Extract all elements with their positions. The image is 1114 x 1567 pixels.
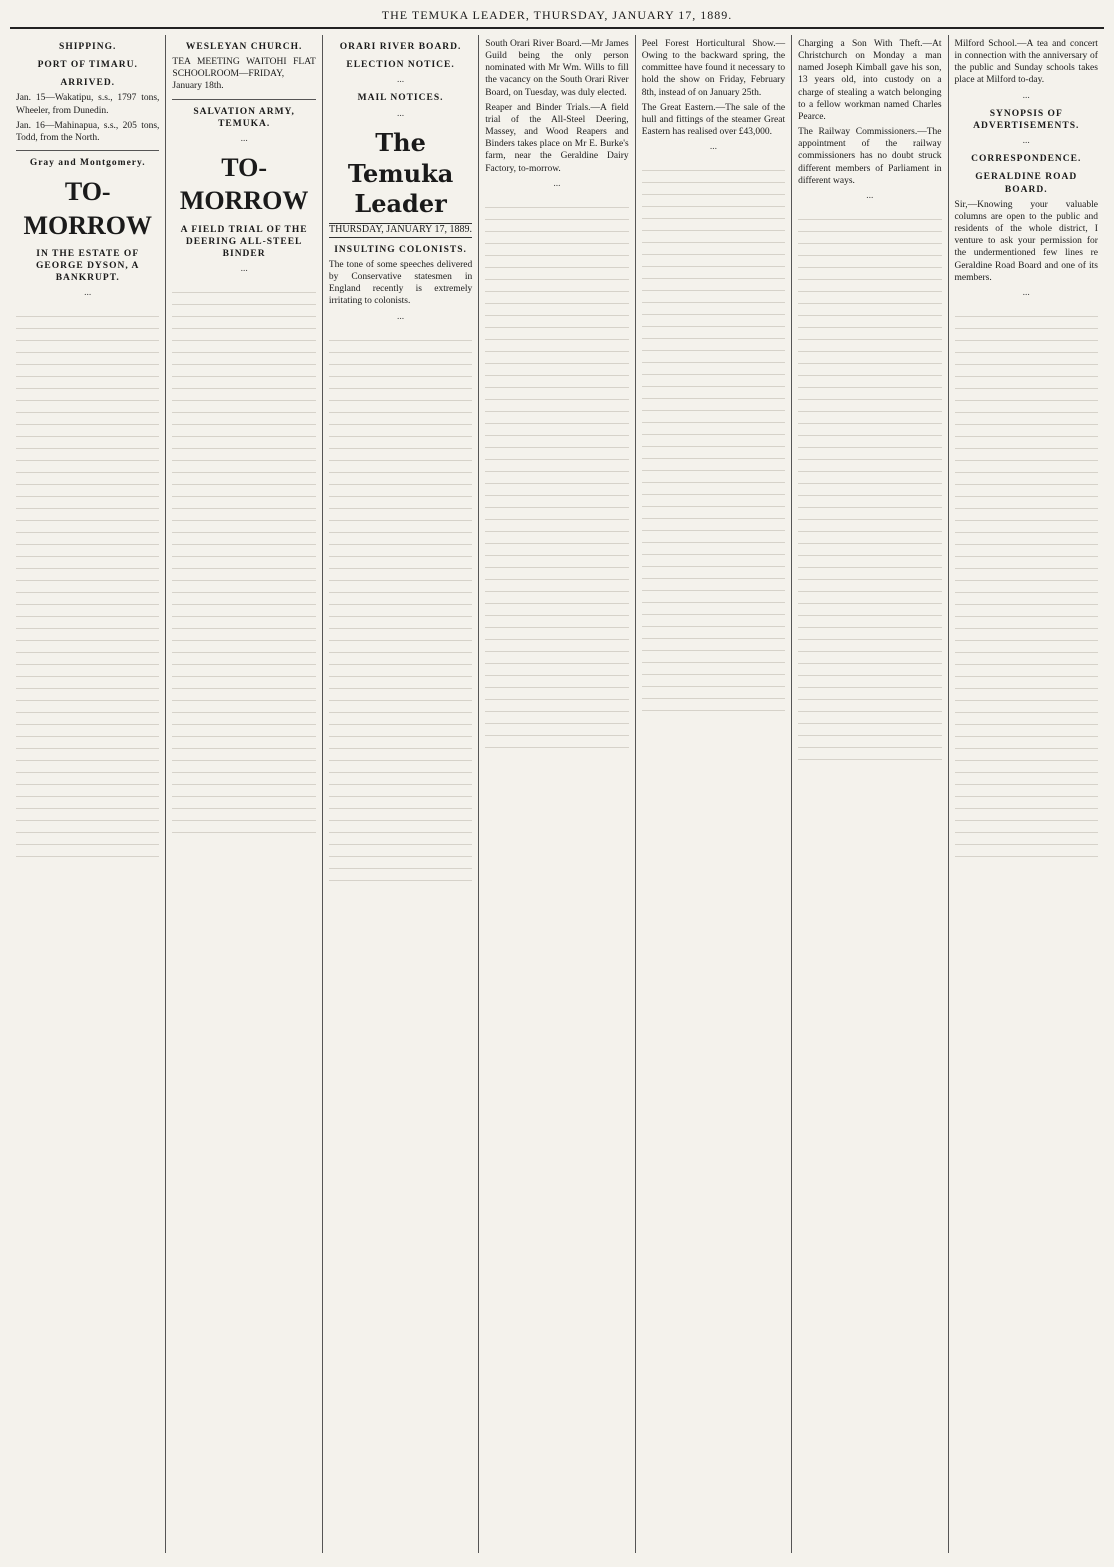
news-item: The Railway Commissioners.—The appointment of the railway commissioners has no doubt struck different members of Parliament in different ways. [798, 127, 942, 186]
heading-synopsis: SYNOPSIS OF ADVERTISEMENTS. [973, 108, 1080, 131]
news-item: The Great Eastern.—The sale of the hull and fittings of the steamer Great Eastern has realised over £43,000. [641, 102, 786, 138]
issue-date: THURSDAY, JANUARY 17, 1889. [329, 223, 472, 238]
advert-tomorrow: TO-MORROW [179, 153, 309, 216]
heading-church: WESLEYAN CHURCH. [185, 42, 303, 52]
advert-firm: Gray and Montgomery. [29, 158, 146, 169]
heading-army: SALVATION ARMY, TEMUKA. [193, 106, 295, 129]
news-item: Reaper and Binder Trials.—A field trial of the All-Steel Deering, Massey, and Wood Reapers and Binders takes place on Mr E. Burke's farm, near the Geraldine Dairy Factory, to-morrow. [485, 102, 629, 174]
column-3: ORARI RIVER BOARD. ELECTION NOTICE. ... MAIL NOTICES. ... The Temuka Leader THURSDAY, JANUARY 17, 1889. INSULTING COLONISTS. The tone of some speeches delivered by Conservative statesmen in England recently is extremely irritating to colonists. ... [323, 35, 479, 1553]
column-2: WESLEYAN CHURCH. TEA MEETING WAITOHI FLAT SCHOOLROOM—FRIDAY, January 18th. SALVATION ARMY, TEMUKA. ... TO-MORROW A FIELD TRIAL OF THE DEERING ALL-STEEL BINDER ... [166, 35, 322, 1553]
heading-election: ELECTION NOTICE. [346, 60, 455, 71]
remaining-text [485, 196, 628, 756]
column-6: Charging a Son With Theft.—At Christchurch on Monday a man named Joseph Kimball gave his son, 13 years old, into custody on a charge of stealing a watch belonging to a fellow workman named Charles Pearce. The Railway Commissioners.—The appointment of the railway commissioners has no doubt struck different members of Parliament in different ways. ... [792, 35, 948, 1553]
column-1: SHIPPING. PORT OF TIMARU. ARRIVED. Jan. 15—Wakatipu, s.s., 1797 tons, Wheeler, from Dunedin. Jan. 16—Mahinapua, s.s., 205 tons, Todd, from the North. Gray and Montgomery. TO-MORROW IN THE ESTATE OF GEORGE DYSON, A BANKRUPT. ... [10, 35, 166, 1553]
article-heading: INSULTING COLONISTS. [334, 244, 467, 255]
column-4: South Orari River Board.—Mr James Guild being the only person nominated with Mr Wm. Wills to fill the vacancy on the South Orari River Board, on Tuesday, was duly elected. Reaper and Binder Trials.—A field trial of the All-Steel Deering, Massey, and Wood Reapers and Binders takes place on Mr E. Burke's farm, near the Geraldine Dairy Factory, to-morrow. ... [479, 35, 635, 1553]
heading-correspondence: CORRESPONDENCE. [971, 154, 1082, 165]
heading-mail: MAIL NOTICES. [357, 93, 444, 104]
remaining-text [16, 305, 159, 865]
column-7: Milford School.—A tea and concert in connection with the anniversary of the public and Sunday schools takes place at Milford to-day. ... SYNOPSIS OF ADVERTISEMENTS. ... CORRESPONDENCE. GERALDINE ROAD BOARD. Sir,—Knowing your valuable columns are open to the public and residents of the whole district, I venture to ask your permission for the undermentioned few lines re Geraldine Road Board and one of its members. ... [949, 35, 1104, 1553]
news-item: South Orari River Board.—Mr James Guild being the only person nominated with Mr Wm. Wills to fill the vacancy on the South Orari River Board, on Tuesday, was duly elected. [485, 39, 629, 98]
remaining-text [798, 208, 941, 768]
notice-tea: TEA MEETING WAITOHI FLAT SCHOOLROOM—FRIDAY, January 18th. [172, 57, 316, 92]
shipping-line: Jan. 15—Wakatipu, s.s., 1797 tons, Wheeler, from Dunedin. [16, 93, 160, 116]
heading-shipping: SHIPPING. [59, 42, 117, 52]
heading-port: PORT OF TIMARU. [37, 60, 138, 71]
page-masthead: THE TEMUKA LEADER, THURSDAY, JANUARY 17, 1889. [10, 8, 1104, 29]
remaining-text [955, 305, 1098, 865]
remaining-text [642, 159, 785, 719]
column-5: Peel Forest Horticultural Show.—Owing to the backward spring, the committee have found it necessary to hold the show on Friday, February 8th, instead of on January 25th. The Great Eastern.—The sale of the hull and fittings of the steamer Great Eastern has realised over £43,000. ... [636, 35, 792, 1553]
heading-arrived: ARRIVED. [60, 78, 116, 89]
letter-heading: GERALDINE ROAD BOARD. [975, 172, 1078, 195]
article-opening: The tone of some speeches delivered by Conservative statesmen in England recently is extremely irritating to colonists. [328, 259, 473, 307]
newspaper-title: The Temuka Leader [347, 127, 454, 219]
heading-board: ORARI RIVER BOARD. [339, 42, 462, 52]
letter-opening: Sir,—Knowing your valuable columns are open to the public and residents of the whole district, I venture to ask your permission for the undermentioned few lines re Geraldine Road Board and one of its members. [954, 199, 1098, 283]
news-item: Charging a Son With Theft.—At Christchurch on Monday a man named Joseph Kimball gave his son, 13 years old, into custody on a charge of stealing a watch belonging to a fellow workman named Charles Pearce. [798, 39, 942, 122]
advert-trial: A FIELD TRIAL OF THE DEERING ALL-STEEL BINDER [180, 224, 308, 259]
news-item: Peel Forest Horticultural Show.—Owing to the backward spring, the committee have found it necessary to hold the show on Friday, February 8th, instead of on January 25th. [641, 39, 786, 98]
remaining-text [329, 329, 472, 889]
remaining-text [172, 281, 315, 841]
advert-tomorrow: TO-MORROW [23, 177, 152, 240]
advert-estate: IN THE ESTATE OF GEORGE DYSON, A BANKRUPT. [36, 248, 140, 284]
shipping-line: Jan. 16—Mahinapua, s.s., 205 tons, Todd, from the North. [16, 120, 160, 143]
news-item: Milford School.—A tea and concert in connection with the anniversary of the public and Sunday schools takes place at Milford to-day. [954, 39, 1098, 86]
